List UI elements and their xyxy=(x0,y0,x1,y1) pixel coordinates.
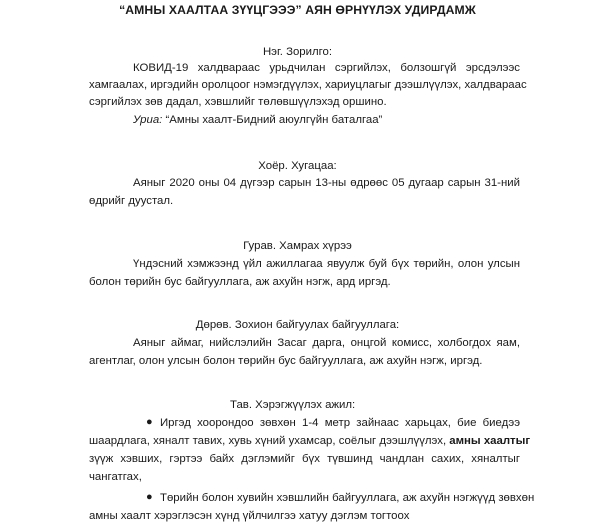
motto-label: Уриа: xyxy=(133,114,163,126)
bullet-line: амны хаалт хэрэглэсэн хүнд үйлчилгээ хатуу дэглэм тогтоох xyxy=(89,510,410,522)
section-heading-duration: Хоёр. Хугацаа: xyxy=(258,160,337,172)
bullet-line xyxy=(89,434,531,448)
section-heading-actions: Тав. Хэрэгжүүлэх ажил: xyxy=(230,399,356,411)
section-heading-organizers: Дөрөв. Зохион байгуулах байгууллага: xyxy=(195,319,400,331)
paragraph-line: болон төрийн бус байгууллага, аж ахуйн нэгж, ард иргэд. xyxy=(89,276,391,288)
bullet-line: Төрийн болон хувийн хэвшлийн байгууллага, аж ахуйн нэгжүүд зөвхөн xyxy=(160,492,535,504)
bullet-line xyxy=(160,416,520,430)
paragraph-line: Аяныг аймаг, нийслэлийн Засаг дарга, онцгой комисс, холбогдох яам, xyxy=(133,337,520,349)
motto-text: “Амны хаалт-Бидний аюулгүйн баталгаа” xyxy=(162,114,383,126)
motto-line xyxy=(133,113,382,127)
paragraph-line: сэргийлэх зөв дадал, хэвшлийг төлөвшүүлэхэд оршино. xyxy=(89,96,387,108)
paragraph-line: хамгаалах, иргэдийн оролцоог нэмэгдүүлэх, хариуцлагыг дээшлүүлэх, халдвараас xyxy=(89,79,527,91)
document-title: “АМНЫ ХААЛТАА ЗҮҮЦГЭЭЭ” АЯН ӨРНҮҮЛЭХ УДИРДАМЖ xyxy=(119,3,476,17)
bullet-line: зүүж хэвших, гэртээ байх дэглэмийг бүх түвшинд чандлан сахих, хяналтыг xyxy=(89,453,520,465)
bullet-text: Иргэд хоорондоо зөвхөн 1-4 метр зайнаас харьцах xyxy=(160,417,448,429)
section-heading-goal: Нэг. Зорилго: xyxy=(262,46,333,58)
bullet-text: шаардлага, хяналт тавих, хувь хүний ухамсар, соёлыг дээшлүүлэх, xyxy=(89,435,450,447)
bullet-line: чангатгах, xyxy=(89,471,142,483)
paragraph-line: Аяныг 2020 оны 04 дүгээр сарын 13-ны өдрөөс 05 дугаар сарын 31-ний xyxy=(133,177,520,189)
paragraph-line: КОВИД-19 халдвараас урьдчилан сэргийлэх, болзошгүй эрсдэлээс xyxy=(133,62,520,74)
bullet-text-bold: амны хаалтыг xyxy=(449,435,531,447)
paragraph-line: өдрийг дуустал. xyxy=(89,195,174,207)
paragraph-line: агентлаг, олон улсын болон төрийн бус байгууллага, аж ахуйн нэгж, иргэд. xyxy=(89,355,483,367)
bullet-icon: ● xyxy=(146,416,153,428)
bullet-text: , бие биедээ xyxy=(447,417,521,429)
bullet-icon: ● xyxy=(146,491,153,503)
section-heading-scope: Гурав. Хамрах хүрээ xyxy=(243,240,352,252)
paragraph-line: Үндэсний хэмжээнд үйл ажиллагаа явуулж буй бүх төрийн, олон улсын xyxy=(133,258,520,270)
